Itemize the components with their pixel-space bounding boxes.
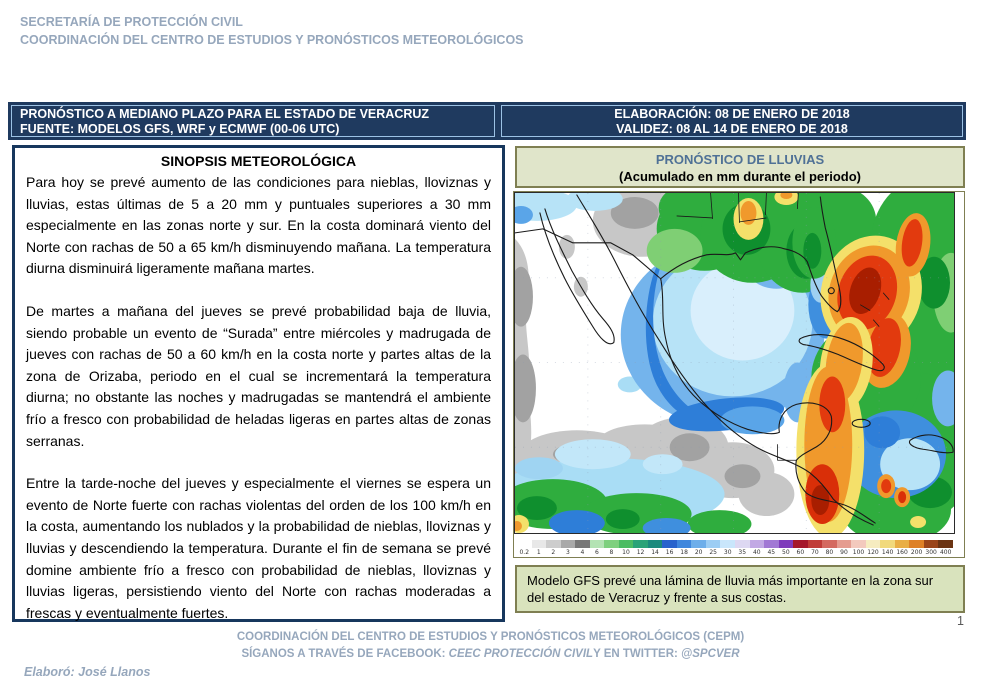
scale-swatch (662, 540, 677, 548)
page-number: 1 (957, 614, 964, 628)
scale-swatch (793, 540, 808, 548)
scale-swatch (720, 540, 735, 548)
scale-swatch (808, 540, 823, 548)
scale-swatch (750, 540, 765, 548)
scale-label: 100 (852, 549, 865, 556)
scale-swatch (909, 540, 924, 548)
scale-label: 0.2 (519, 549, 530, 556)
scale-label: 300 (925, 549, 937, 556)
scale-swatch (575, 540, 590, 548)
precip-scale-swatches (517, 540, 953, 548)
scale-swatch (735, 540, 750, 548)
title-band (8, 102, 966, 140)
scale-swatch (546, 540, 561, 548)
footer-facebook-label: SÍGANOS A TRAVÉS DE FACEBOOK: (241, 648, 449, 660)
scale-label: 16 (665, 549, 674, 556)
scale-label: 400 (939, 549, 952, 556)
scale-swatch (648, 540, 663, 548)
map-caption-text: Modelo GFS prevé una lámina de lluvia más importante en la zona sur del estado de Veracruz y frente a sus costas. (527, 573, 934, 605)
scale-label: 18 (680, 549, 688, 556)
scale-swatch (895, 540, 910, 548)
scale-label: 80 (825, 549, 834, 556)
scale-label: 3 (565, 549, 570, 556)
bulletin-source: FUENTE: MODELOS GFS, WRF y ECMWF (00-06 UTC) (20, 122, 340, 136)
letterhead-line1: SECRETARÍA DE PROTECCIÓN CIVIL (20, 15, 243, 29)
scale-swatch (779, 540, 794, 548)
scale-label: 45 (767, 549, 776, 556)
footer-twitter-label: Y EN TWITTER: (593, 648, 682, 660)
precip-color-scale (517, 540, 953, 556)
scale-label: 25 (709, 549, 717, 556)
scale-label: 90 (840, 549, 848, 556)
scale-label: 6 (595, 549, 599, 556)
footer-org-line: COORDINACIÓN DEL CENTRO DE ESTUDIOS Y PRONÓSTICOS METEOROLÓGICOS (CEPM) (236, 631, 745, 643)
scale-swatch (924, 540, 939, 548)
scale-swatch (691, 540, 706, 548)
rain-forecast-map-section (513, 191, 965, 558)
scale-label: 50 (782, 549, 790, 556)
footer-social-line (0, 648, 981, 660)
scale-label: 70 (811, 549, 819, 556)
letterhead (20, 13, 524, 49)
scale-label: 40 (752, 549, 761, 556)
scale-swatch (938, 540, 953, 548)
scale-swatch (619, 540, 634, 548)
rain-forecast-title: PRONÓSTICO DE LLUVIAS (655, 152, 825, 167)
scale-swatch (822, 540, 837, 548)
scale-swatch (633, 540, 648, 548)
synopsis-paragraph-1: Para hoy se prevé aumento de las condiciones para nieblas, lloviznas y lluvias, estas últimas de 5 a 20 mm y puntuales superiores a 30 mm especialmente en las zonas norte y sur. En la costa dominará viento del Norte con rachas de 50 a 65 km/h disminuyendo mañana. La temperatura diurna disminuirá ligeramente mañana martes. (26, 174, 491, 277)
bulletin-title: PRONÓSTICO A MEDIANO PLAZO PARA EL ESTADO DE VERACRUZ (20, 107, 430, 121)
title-band-left (11, 105, 495, 137)
scale-label: 12 (636, 549, 645, 556)
scale-label: 1 (536, 549, 541, 556)
scale-swatch (590, 540, 605, 548)
validity-range: VALIDEZ: 08 AL 14 DE ENERO DE 2018 (616, 122, 848, 136)
scale-label: 120 (867, 549, 879, 556)
scale-swatch (880, 540, 895, 548)
scale-label: 10 (622, 549, 630, 556)
scale-swatch (706, 540, 721, 548)
scale-swatch (764, 540, 779, 548)
scale-label: 200 (910, 549, 923, 556)
scale-swatch (532, 540, 547, 548)
scale-label: 30 (723, 549, 732, 556)
scale-swatch (677, 540, 692, 548)
scale-swatch (517, 540, 532, 548)
synopsis-panel (12, 145, 505, 622)
precip-scale-labels (517, 549, 953, 556)
scale-swatch (604, 540, 619, 548)
scale-label: 160 (896, 549, 908, 556)
precipitation-map-svg (515, 193, 954, 533)
scale-label: 60 (796, 549, 805, 556)
scale-label: 8 (609, 549, 614, 556)
synopsis-paragraph-3: Entre la tarde-noche del jueves y especialmente el viernes se espera un evento de Norte fuerte con rachas violentas del orden de los 100 km/h en la costa, aumentando los nublados y la probabilidad de nieblas, lloviznas y lluvias y descendiendo la temperatura. Durante el fin de semana se prevé domine ambiente frío a fresco con probabilidad de nieblas, lloviznas y lluvias ligeras, persistiendo viento del Norte con rachas moderadas a frescas y eventualmente fuertes. (26, 475, 491, 621)
rain-forecast-header (515, 146, 965, 188)
synopsis-paragraph-2: De martes a mañana del jueves se prevé probabilidad baja de lluvia, siendo probable un evento de “Surada” entre miércoles y madrugada de jueves con rachas de 50 a 60 km/h en la costa norte y partes altas de la zona de Orizaba, periodo en el cual se incrementará la temperatura diurna; no obstante las noches y madrugadas se mantendrá el ambiente frío a fresco con probabilidad de heladas ligeras en partes altas de zonas serranas. (26, 302, 491, 449)
scale-swatch (561, 540, 576, 548)
precipitation-map (514, 192, 955, 534)
twitter-handle: @SPCVER (681, 648, 740, 660)
title-band-right (501, 105, 963, 137)
map-caption-box (515, 565, 965, 613)
letterhead-line2: COORDINACIÓN DEL CENTRO DE ESTUDIOS Y PRONÓSTICOS METEOROLÓGICOS (20, 33, 524, 47)
scale-label: 4 (580, 549, 585, 556)
synopsis-title: SINOPSIS METEOROLÓGICA (160, 153, 357, 169)
elaboration-date: ELABORACIÓN: 08 DE ENERO DE 2018 (614, 107, 850, 121)
rain-forecast-subtitle: (Acumulado en mm durante el periodo) (619, 169, 861, 184)
author-credit: Elaboró: José Llanos (24, 665, 151, 679)
facebook-handle: CEEC PROTECCIÓN CIVIL (448, 648, 594, 660)
scale-label: 14 (651, 549, 659, 556)
scale-swatch (837, 540, 852, 548)
scale-swatch (866, 540, 881, 548)
scale-label: 35 (738, 549, 747, 556)
scale-swatch (851, 540, 866, 548)
scale-label: 140 (881, 549, 894, 556)
scale-label: 2 (551, 549, 556, 556)
scale-label: 20 (694, 549, 703, 556)
